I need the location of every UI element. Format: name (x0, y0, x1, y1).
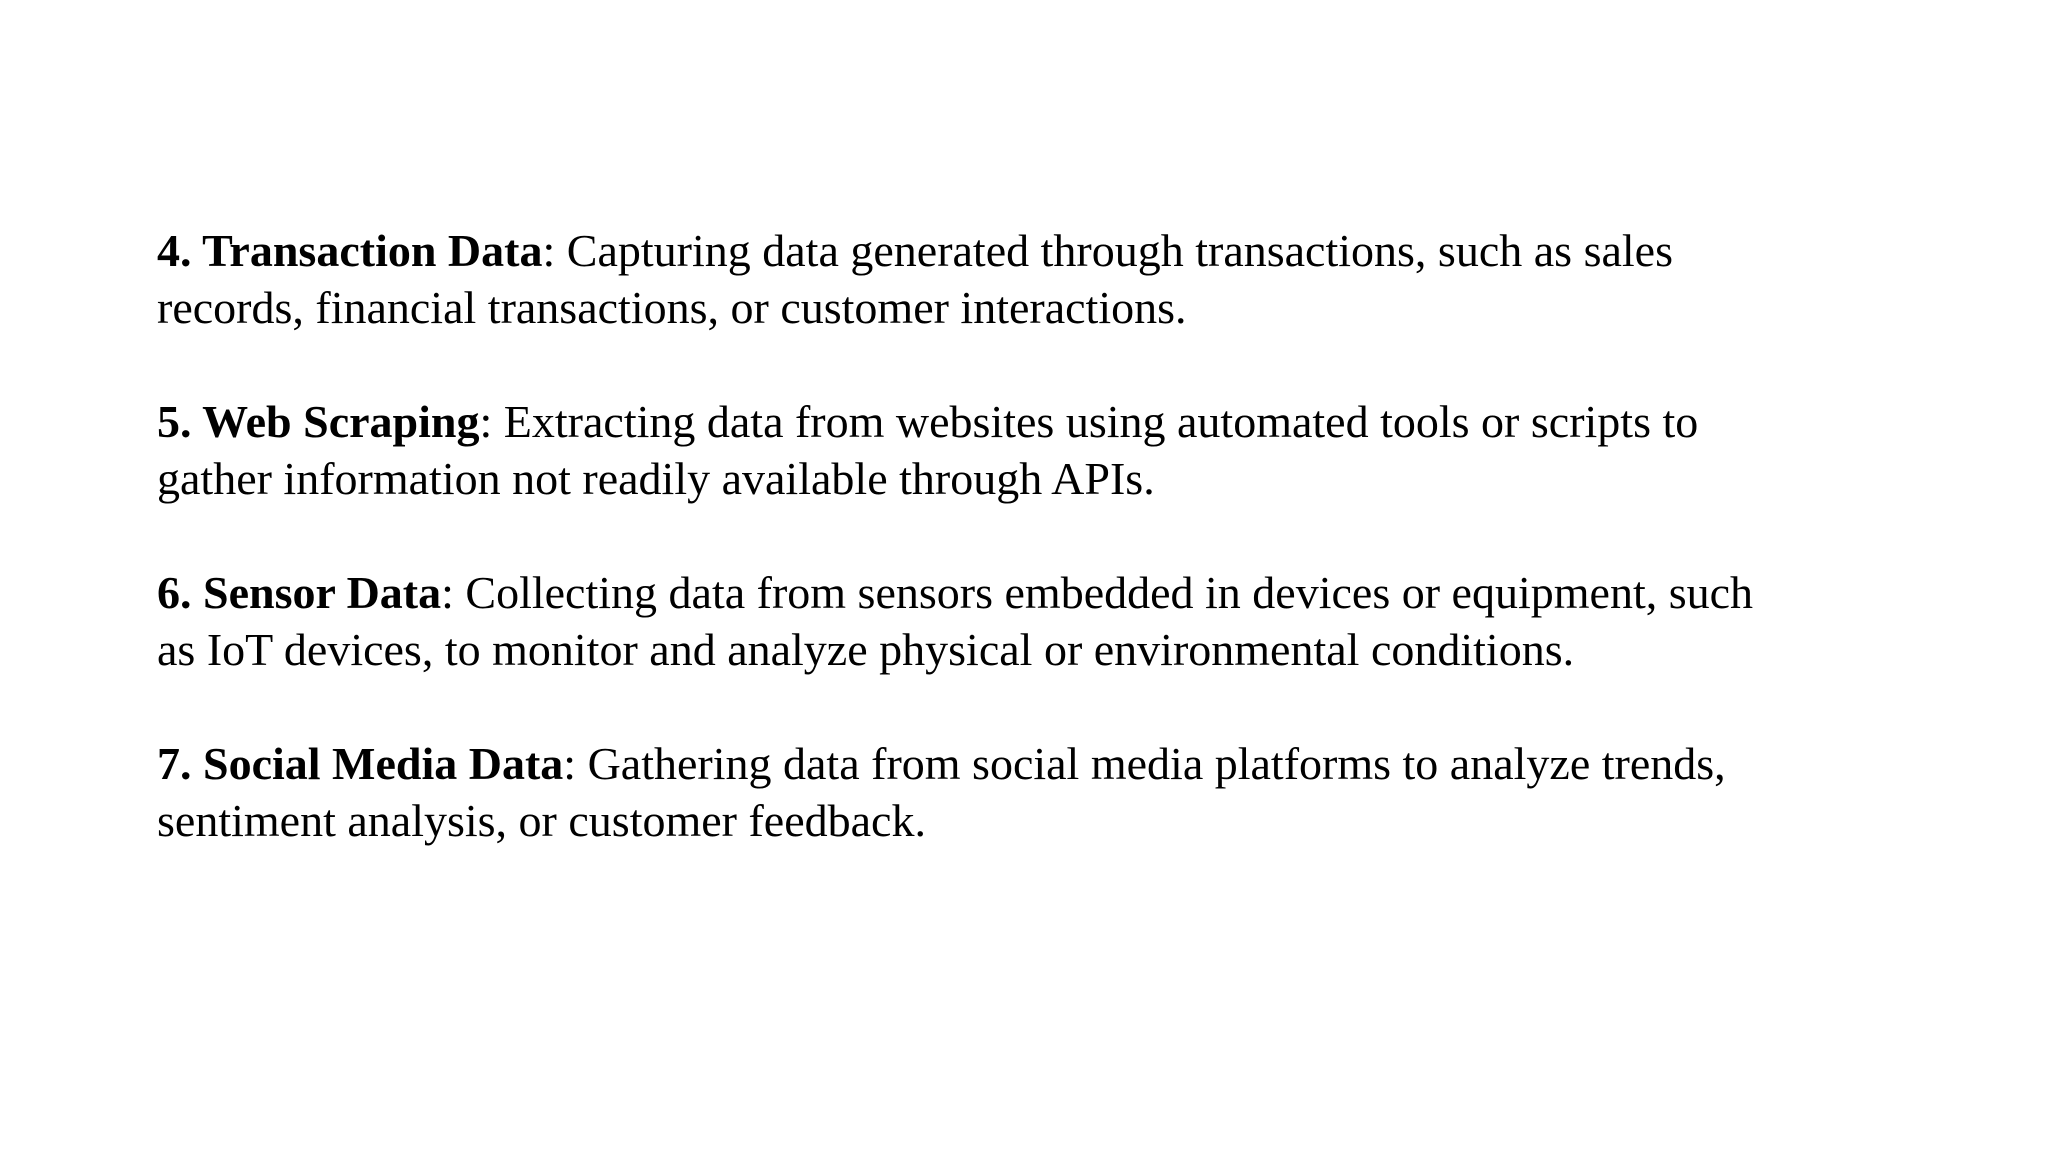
item-description-line-2: records, financial transactions, or customer interactions. (157, 282, 1187, 333)
item-description-line-1: Extracting data from websites using automated tools or scripts to (503, 396, 1699, 447)
item-description-line-1: Collecting data from sensors embedded in devices or equipment, such (465, 567, 1754, 618)
list-item-web-scraping (157, 393, 1857, 507)
item-term: 7. Social Media Data (157, 738, 564, 789)
item-separator: : (542, 225, 567, 276)
item-term: 5. Web Scraping (157, 396, 480, 447)
item-term: 4. Transaction Data (157, 225, 543, 276)
item-separator: : (479, 396, 504, 447)
list-item-social-media-data (157, 735, 1857, 849)
item-description-line-2: as IoT devices, to monitor and analyze physical or environmental conditions. (157, 624, 1575, 675)
item-description-line-1: Gathering data from social media platforms to analyze trends, (587, 738, 1726, 789)
list-item-transaction-data (157, 222, 1857, 336)
item-description-line-1: Capturing data generated through transactions, such as sales (566, 225, 1673, 276)
slide-content (157, 222, 1857, 849)
item-description-line-2: gather information not readily available through APIs. (157, 453, 1155, 504)
list-item-sensor-data (157, 564, 1857, 678)
item-term: 6. Sensor Data (157, 567, 442, 618)
item-separator: : (563, 738, 588, 789)
item-description-line-2: sentiment analysis, or customer feedback. (157, 795, 926, 846)
item-separator: : (441, 567, 466, 618)
